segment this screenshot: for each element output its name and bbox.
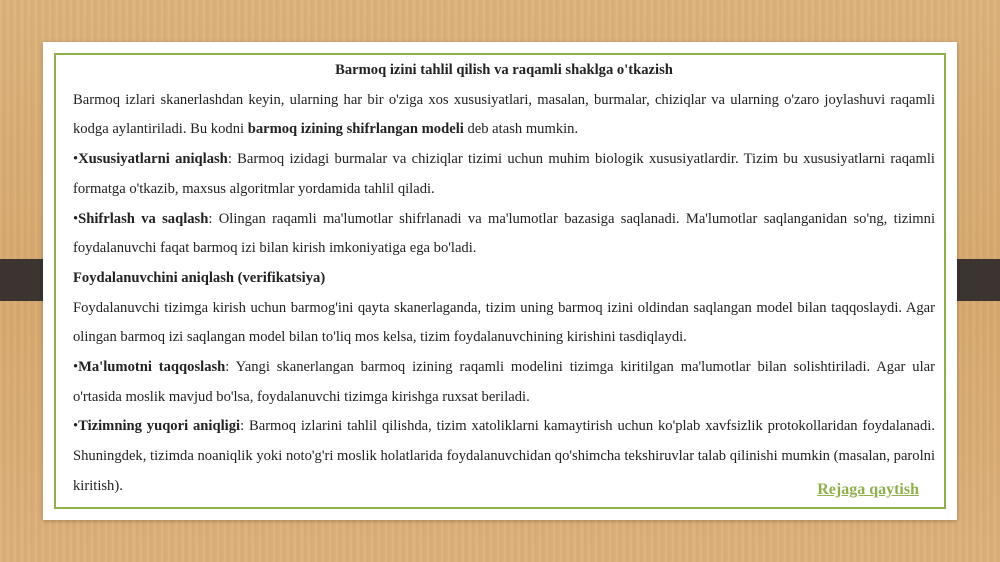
bullet-term: Ma'lumotni taqqoslash xyxy=(78,359,226,376)
intro-text-after: deb atash mumkin. xyxy=(463,121,579,138)
bullet-text: : Barmoq izidagi burmalar va chiziqlar tizimi uchun muhim biologik xususiyatlardir. Tizim bu xususiyatlarni raqamli formatga o'tkazib, maxsus algoritmlar yordamida tahlil qiladi. xyxy=(73,151,935,197)
bullet-marker: • xyxy=(73,151,79,168)
section-heading: Foydalanuvchini aniqlash (verifikatsiya) xyxy=(73,269,326,286)
bullet-comparison xyxy=(73,353,935,412)
bullet-term: Shifrlash va saqlash xyxy=(78,210,209,227)
bullet-text: : Barmoq izlarini tahlil qilishda, tizim xatoliklarni kamaytirish uchun ko'plab xavfsizlik protokollaridan foydalanadi. Shuningdek, tizimda noaniqlik yoki noto'g'ri moslik holatlarida foydalanuvchidan qo'shimcha tekshiruvlar talab qilinishi mumkin (masalan, parolni kiritish). xyxy=(73,418,935,494)
intro-bold-term: barmoq izining shifrlangan modeli xyxy=(247,121,464,138)
bullet-text: : Olingan raqamli ma'lumotlar shifrlanadi va ma'lumotlar bazasiga saqlanadi. Ma'lumotlar saqlanganidan so'ng, tizimni foydalanuvchi faqat barmoq izi bilan kirish imkoniyatiga ega bo'ladi. xyxy=(73,210,935,257)
bullet-marker: • xyxy=(73,359,79,376)
bullet-term: Xususiyatlarni aniqlash xyxy=(78,151,228,168)
intro-text-before: Barmoq izlari skanerlashdan keyin, ularning har bir o'ziga xos xususiyatlari, masalan, burmalar, chiziqlar va ularning o'zaro joylashuvi raqamli kodga aylantiriladi. Bu kodni xyxy=(73,91,935,138)
bullet-text: : Yangi skanerlangan barmoq izining raqamli modelini tizimga kiritilgan ma'lumotlar bilan solishtiriladi. Agar ular o'rtasida moslik mavjud bo'lsa, foydalanuvchi tizimga kirishga ruxsat beriladi. xyxy=(73,359,935,405)
bullet-features xyxy=(73,145,935,204)
section-paragraph: Foydalanuvchi tizimga kirish uchun barmog'ini qayta skanerlaganda, tizim uning barmoq izini oldindan saqlangan model bilan taqqoslaydi. Agar olingan barmoq izi saqlangan model bilan to'liq mos kelsa, tizim foydalanuvchining kirishini tasdiqlaydi. xyxy=(73,299,935,346)
bullet-marker: • xyxy=(73,418,79,435)
intro-paragraph xyxy=(73,86,935,145)
slide xyxy=(43,42,957,520)
bullet-encryption xyxy=(73,205,935,264)
bullet-term: Tizimning yuqori aniqligi xyxy=(78,418,241,435)
bullet-marker: • xyxy=(73,210,79,227)
bullet-accuracy xyxy=(73,412,935,501)
back-to-plan-link[interactable]: Rejaga qaytish xyxy=(817,481,919,498)
slide-title: Barmoq izini tahlil qilish va raqamli shaklga o'tkazish xyxy=(335,62,673,78)
slide-content xyxy=(73,56,935,502)
